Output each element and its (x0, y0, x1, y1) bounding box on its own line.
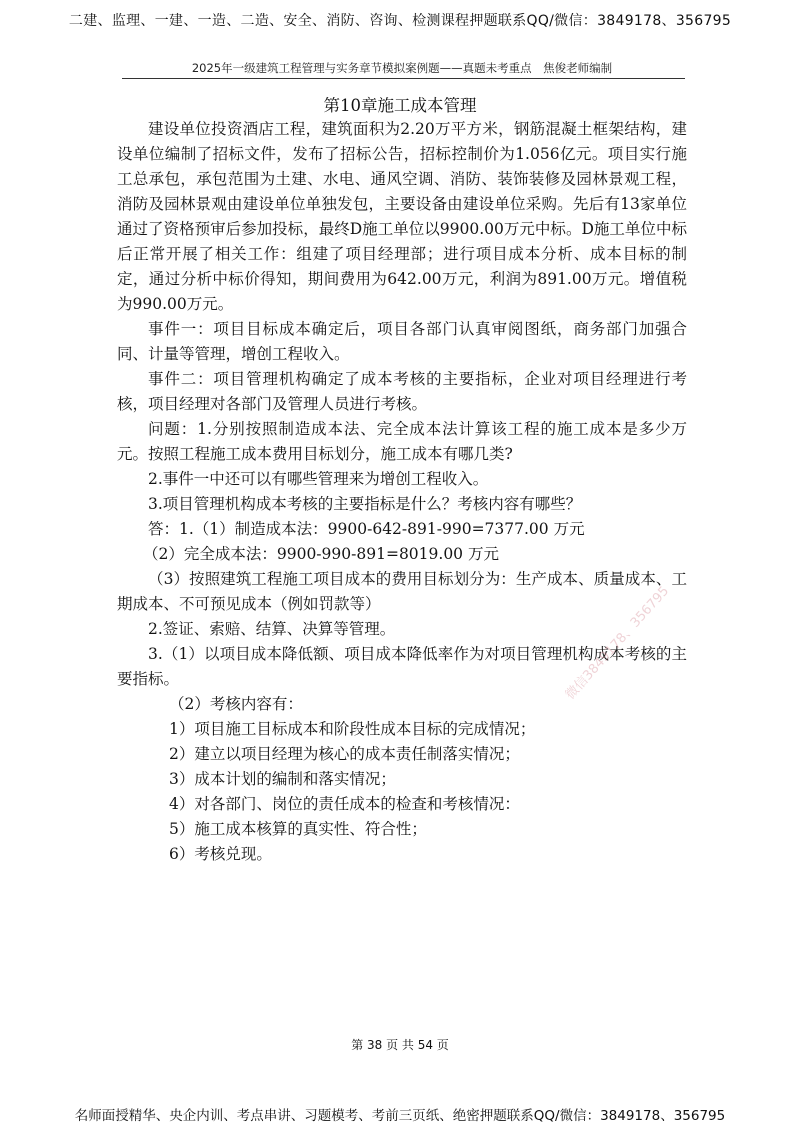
question-two: 2.事件一中还可以有哪些管理来为增创工程收入。 (148, 470, 489, 488)
assessment-item: 1）项目施工目标成本和阶段性成本目标的完成情况； (169, 720, 536, 738)
question-one: 问题：1.分别按照制造成本法、完全成本法计算该工程的施工成本是多少万元。按照工程施工成本费用目标划分，施工成本有哪几类? (117, 420, 687, 463)
answer-one-part-two: （2）完全成本法：9900-990-891=8019.00 万元 (143, 545, 499, 563)
answer-one-part-one: 答：1.（1）制造成本法：9900-642-891-990=7377.00 万元 (148, 520, 585, 538)
top-banner: 二建、监理、一建、一造、二造、安全、消防、咨询、检测课程押题联系QQ/微信：3849178、356795 (68, 13, 732, 29)
assessment-item: 4）对各部门、岗位的责任成本的检查和考核情况： (169, 795, 520, 813)
document-body (117, 117, 687, 867)
event-two-paragraph: 事件二：项目管理机构确定了成本考核的主要指标，企业对项目经理进行考核，项目经理对各部门及管理人员进行考核。 (117, 370, 687, 413)
assessment-item: 5）施工成本核算的真实性、符合性； (169, 820, 427, 838)
bottom-banner: 名师面授精华、央企内训、考点串讲、习题模考、考前三页纸、绝密押题联系QQ/微信：3849178、356795 (74, 1108, 726, 1124)
answer-one-part-three: （3）按照建筑工程施工项目成本的费用目标划分为：生产成本、质量成本、工期成本、不可预见成本（例如罚款等） (117, 570, 687, 613)
answer-two: 2.签证、索赔、结算、决算等管理。 (148, 620, 396, 638)
question-three: 3.项目管理机构成本考核的主要指标是什么？考核内容有哪些？ (148, 495, 582, 513)
assessment-item: 2）建立以项目经理为核心的成本责任制落实情况； (169, 745, 520, 763)
header-divider (122, 78, 685, 79)
answer-three-part-one: 3.（1）以项目成本降低额、项目成本降低率作为对项目管理机构成本考核的主要指标。 (117, 645, 687, 688)
answer-three-part-two: （2）考核内容有： (169, 695, 303, 713)
chapter-title: 第10章施工成本管理 (323, 96, 477, 115)
page-number: 第 38 页 共 54 页 (351, 1038, 449, 1052)
case-background-paragraph: 建设单位投资酒店工程，建筑面积为2.20万平方米，钢筋混凝土框架结构，建设单位编制了招标文件，发布了招标公告，招标控制价为1.056亿元。项目实行施工总承包，承包范围为土建、水电、通风空调、消防、装饰装修及园林景观工程，消防及园林景观由建设单位单独发包，主要设备由建设单位采购。先后有13家单位通过了资格预审后参加投标，最终D施工单位以9900.00万元中标。D施工单位中标后正常开展了相关工作：组建了项目经理部；进行项目成本分析、成本目标的制定，通过分析中标价得知，期间费用为642.00万元，利润为891.00万元。增值税为990.00万元。 (117, 120, 687, 313)
watermark: 微信3849178、356795 (562, 583, 673, 703)
assessment-item: 3）成本计划的编制和落实情况； (169, 770, 396, 788)
assessment-item: 6）考核兑现。 (169, 845, 272, 863)
event-one-paragraph: 事件一：项目目标成本确定后，项目各部门认真审阅图纸，商务部门加强合同、计量等管理，增创工程收入。 (117, 320, 687, 363)
document-header: 2025年一级建筑工程管理与实务章节模拟案例题——真题未考重点 焦俊老师编制 (191, 61, 613, 75)
